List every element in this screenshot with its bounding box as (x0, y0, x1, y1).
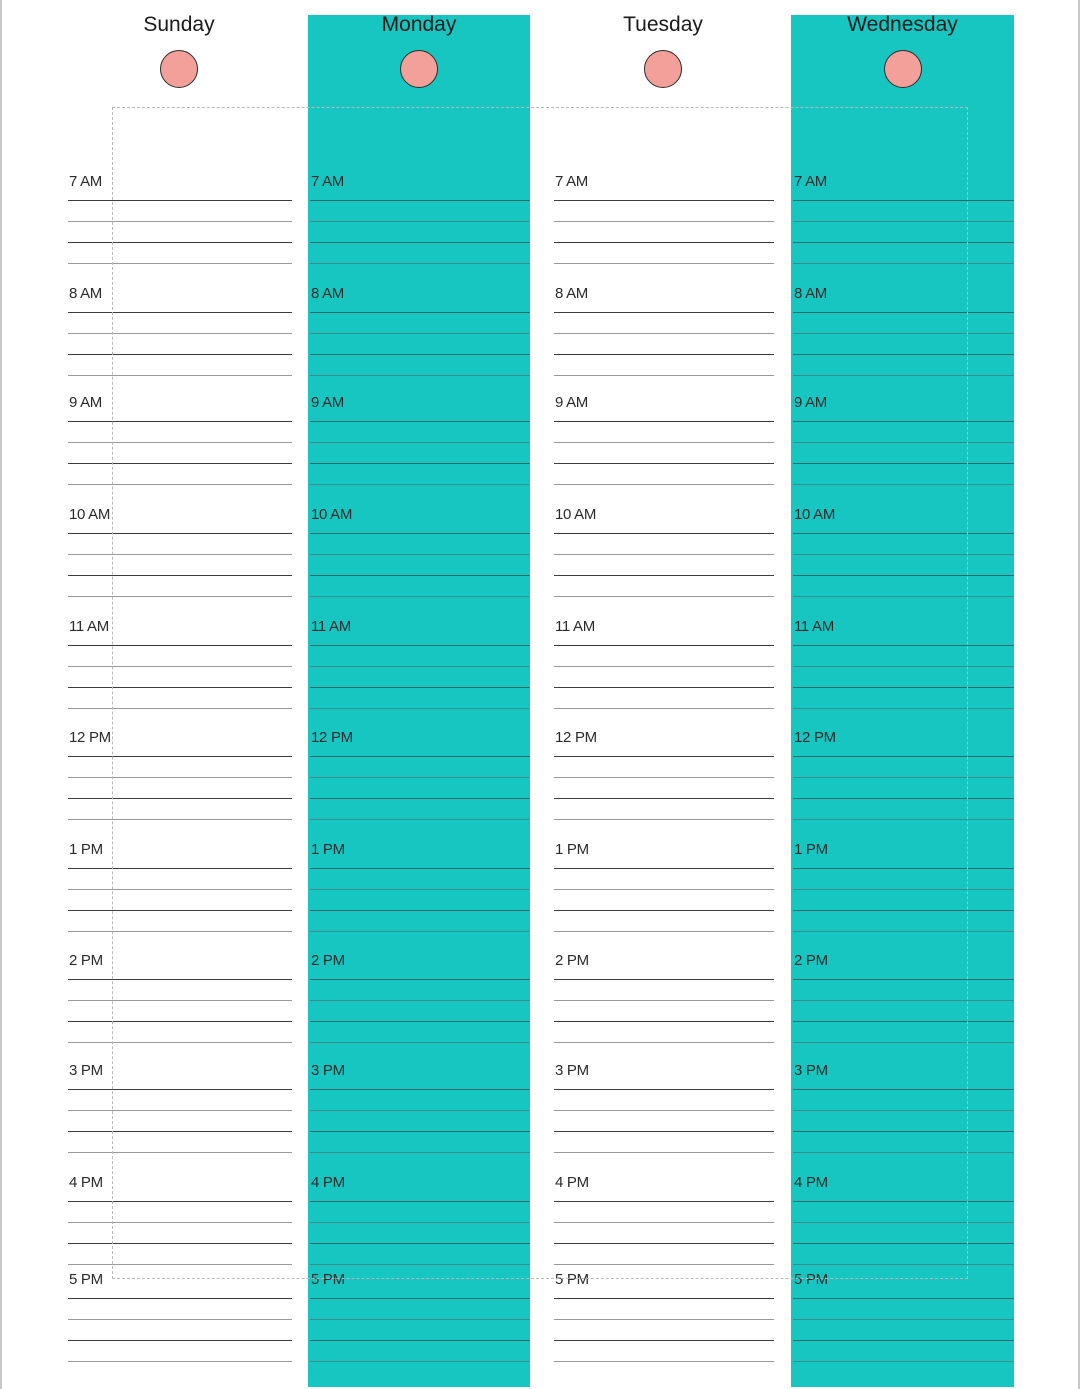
writing-line (68, 221, 292, 222)
writing-line (554, 1000, 774, 1001)
writing-line (68, 484, 292, 485)
writing-line (554, 533, 774, 534)
writing-line (310, 333, 530, 334)
hour-label: 2 PM (794, 952, 828, 969)
writing-line (793, 575, 1014, 576)
writing-line (310, 1110, 530, 1111)
writing-line (554, 777, 774, 778)
hour-label: 9 AM (69, 394, 102, 411)
writing-line (310, 1222, 530, 1223)
hour-label: 7 AM (311, 173, 344, 190)
hour-label: 7 AM (69, 173, 102, 190)
writing-line (793, 1131, 1014, 1132)
writing-line (310, 1000, 530, 1001)
writing-line (68, 798, 292, 799)
writing-line (554, 910, 774, 911)
writing-line (310, 1243, 530, 1244)
writing-line (793, 1243, 1014, 1244)
writing-line (68, 596, 292, 597)
writing-line (793, 1089, 1014, 1090)
writing-line (554, 1264, 774, 1265)
writing-line (554, 200, 774, 201)
writing-line (554, 1021, 774, 1022)
writing-line (68, 333, 292, 334)
writing-line (68, 868, 292, 869)
writing-line (793, 1222, 1014, 1223)
writing-line (310, 868, 530, 869)
writing-line (68, 533, 292, 534)
writing-line (554, 979, 774, 980)
writing-line (554, 575, 774, 576)
writing-line (68, 1089, 292, 1090)
writing-line (554, 1340, 774, 1341)
writing-line (793, 1298, 1014, 1299)
writing-line (310, 889, 530, 890)
writing-line (554, 868, 774, 869)
writing-line (68, 1243, 292, 1244)
writing-line (554, 263, 774, 264)
hour-label: 12 PM (555, 729, 597, 746)
day-dot-icon (644, 50, 682, 88)
writing-line (68, 1340, 292, 1341)
writing-line (68, 1152, 292, 1153)
writing-line (554, 666, 774, 667)
writing-line (68, 1222, 292, 1223)
writing-line (793, 375, 1014, 376)
day-column-monday (308, 15, 530, 1387)
writing-line (793, 1340, 1014, 1341)
hour-label: 4 PM (311, 1174, 345, 1191)
writing-line (554, 1152, 774, 1153)
day-dot-icon (160, 50, 198, 88)
hour-label: 3 PM (555, 1062, 589, 1079)
writing-line (310, 200, 530, 201)
writing-line (68, 666, 292, 667)
writing-line (310, 777, 530, 778)
hour-label: 5 PM (555, 1271, 589, 1288)
day-column-sunday (66, 0, 292, 1389)
hour-label: 12 PM (794, 729, 836, 746)
hour-label: 7 AM (794, 173, 827, 190)
hour-label: 10 AM (555, 506, 597, 523)
writing-line (68, 1110, 292, 1111)
day-header: Wednesday (847, 13, 958, 36)
writing-line (793, 242, 1014, 243)
hour-label: 8 AM (311, 285, 344, 302)
hour-label: 3 PM (311, 1062, 345, 1079)
writing-line (793, 666, 1014, 667)
writing-line (793, 1000, 1014, 1001)
hour-label: 10 AM (794, 506, 836, 523)
day-header: Sunday (143, 13, 215, 36)
day-column-tuesday (552, 0, 774, 1389)
writing-line (793, 910, 1014, 911)
day-header: Tuesday (623, 13, 703, 36)
hour-label: 2 PM (69, 952, 103, 969)
writing-line (554, 708, 774, 709)
writing-line (68, 1021, 292, 1022)
writing-line (310, 596, 530, 597)
writing-line (793, 1264, 1014, 1265)
hour-label: 9 AM (555, 394, 588, 411)
writing-line (310, 1361, 530, 1362)
writing-line (554, 1042, 774, 1043)
writing-line (554, 354, 774, 355)
hour-label: 8 AM (69, 285, 102, 302)
hour-label: 3 PM (794, 1062, 828, 1079)
writing-line (554, 463, 774, 464)
writing-line (554, 333, 774, 334)
writing-line (554, 1110, 774, 1111)
hour-label: 9 AM (794, 394, 827, 411)
writing-line (793, 312, 1014, 313)
writing-line (554, 756, 774, 757)
writing-line (310, 484, 530, 485)
writing-line (554, 1319, 774, 1320)
writing-line (310, 756, 530, 757)
writing-line (68, 979, 292, 980)
day-dot-icon (400, 50, 438, 88)
hour-label: 9 AM (311, 394, 344, 411)
writing-line (793, 889, 1014, 890)
writing-line (68, 931, 292, 932)
hour-label: 2 PM (311, 952, 345, 969)
writing-line (68, 575, 292, 576)
writing-line (310, 1021, 530, 1022)
writing-line (793, 979, 1014, 980)
writing-line (68, 1319, 292, 1320)
writing-line (68, 819, 292, 820)
writing-line (310, 1264, 530, 1265)
writing-line (68, 354, 292, 355)
writing-line (554, 554, 774, 555)
writing-line (310, 442, 530, 443)
writing-line (793, 354, 1014, 355)
writing-line (554, 1201, 774, 1202)
writing-line (554, 1089, 774, 1090)
writing-line (793, 687, 1014, 688)
day-dot-icon (884, 50, 922, 88)
hour-label: 10 AM (311, 506, 353, 523)
writing-line (554, 221, 774, 222)
hour-label: 4 PM (555, 1174, 589, 1191)
writing-line (68, 421, 292, 422)
writing-line (554, 931, 774, 932)
hour-label: 2 PM (555, 952, 589, 969)
writing-line (68, 242, 292, 243)
writing-line (554, 1222, 774, 1223)
writing-line (793, 554, 1014, 555)
writing-line (793, 868, 1014, 869)
writing-line (554, 1131, 774, 1132)
hour-label: 1 PM (311, 841, 345, 858)
writing-line (554, 1298, 774, 1299)
writing-line (554, 442, 774, 443)
writing-line (793, 931, 1014, 932)
writing-line (310, 375, 530, 376)
writing-line (554, 312, 774, 313)
writing-line (68, 889, 292, 890)
writing-line (310, 666, 530, 667)
writing-line (310, 354, 530, 355)
writing-line (310, 242, 530, 243)
hour-label: 11 AM (555, 618, 595, 635)
hour-label: 5 PM (69, 1271, 103, 1288)
writing-line (310, 931, 530, 932)
writing-line (68, 1264, 292, 1265)
writing-line (793, 1110, 1014, 1111)
day-header: Monday (381, 13, 457, 36)
writing-line (310, 910, 530, 911)
writing-line (68, 263, 292, 264)
writing-line (793, 756, 1014, 757)
writing-line (310, 1131, 530, 1132)
writing-line (554, 798, 774, 799)
writing-line (310, 687, 530, 688)
hour-label: 11 AM (69, 618, 109, 635)
hour-label: 10 AM (69, 506, 111, 523)
writing-line (793, 1152, 1014, 1153)
hour-label: 1 PM (555, 841, 589, 858)
writing-line (310, 1340, 530, 1341)
writing-line (554, 889, 774, 890)
writing-line (310, 819, 530, 820)
writing-line (310, 312, 530, 313)
writing-line (310, 533, 530, 534)
hour-label: 1 PM (69, 841, 103, 858)
hour-label: 11 AM (794, 618, 834, 635)
writing-line (793, 819, 1014, 820)
writing-line (793, 533, 1014, 534)
writing-line (793, 221, 1014, 222)
hour-label: 12 PM (69, 729, 111, 746)
writing-line (310, 1152, 530, 1153)
writing-line (310, 221, 530, 222)
writing-line (554, 819, 774, 820)
writing-line (310, 421, 530, 422)
writing-line (310, 979, 530, 980)
writing-line (793, 484, 1014, 485)
hour-label: 7 AM (555, 173, 588, 190)
writing-line (68, 312, 292, 313)
writing-line (68, 442, 292, 443)
writing-line (793, 333, 1014, 334)
writing-line (310, 1319, 530, 1320)
hour-label: 4 PM (794, 1174, 828, 1191)
writing-line (793, 596, 1014, 597)
writing-line (554, 596, 774, 597)
writing-line (68, 1000, 292, 1001)
writing-line (68, 463, 292, 464)
hour-label: 12 PM (311, 729, 353, 746)
writing-line (554, 421, 774, 422)
writing-line (554, 687, 774, 688)
writing-line (310, 1089, 530, 1090)
hour-label: 5 PM (794, 1271, 828, 1288)
writing-line (554, 484, 774, 485)
writing-line (310, 554, 530, 555)
hour-label: 8 AM (555, 285, 588, 302)
writing-line (793, 1201, 1014, 1202)
writing-line (310, 263, 530, 264)
writing-line (310, 1298, 530, 1299)
writing-line (554, 645, 774, 646)
writing-line (68, 200, 292, 201)
hour-label: 11 AM (311, 618, 351, 635)
writing-line (554, 1243, 774, 1244)
hour-label: 5 PM (311, 1271, 345, 1288)
writing-line (68, 1042, 292, 1043)
writing-line (68, 1201, 292, 1202)
writing-line (793, 200, 1014, 201)
hour-label: 1 PM (794, 841, 828, 858)
writing-line (310, 798, 530, 799)
writing-line (68, 910, 292, 911)
writing-line (793, 1021, 1014, 1022)
writing-line (793, 1042, 1014, 1043)
writing-line (793, 645, 1014, 646)
writing-line (310, 1042, 530, 1043)
hour-label: 3 PM (69, 1062, 103, 1079)
writing-line (68, 1361, 292, 1362)
writing-line (68, 375, 292, 376)
writing-line (68, 1131, 292, 1132)
writing-line (310, 1201, 530, 1202)
writing-line (310, 645, 530, 646)
writing-line (554, 1361, 774, 1362)
writing-line (68, 645, 292, 646)
writing-line (793, 798, 1014, 799)
writing-line (68, 554, 292, 555)
writing-line (68, 756, 292, 757)
writing-line (68, 708, 292, 709)
day-column-wednesday (791, 15, 1014, 1387)
writing-line (310, 463, 530, 464)
writing-line (793, 1319, 1014, 1320)
writing-line (793, 777, 1014, 778)
writing-line (68, 1298, 292, 1299)
writing-line (793, 1361, 1014, 1362)
hour-label: 8 AM (794, 285, 827, 302)
writing-line (793, 263, 1014, 264)
hour-label: 4 PM (69, 1174, 103, 1191)
writing-line (793, 463, 1014, 464)
writing-line (793, 421, 1014, 422)
writing-line (310, 575, 530, 576)
writing-line (554, 375, 774, 376)
writing-line (68, 687, 292, 688)
writing-line (310, 708, 530, 709)
writing-line (793, 442, 1014, 443)
writing-line (68, 777, 292, 778)
writing-line (554, 242, 774, 243)
writing-line (793, 708, 1014, 709)
